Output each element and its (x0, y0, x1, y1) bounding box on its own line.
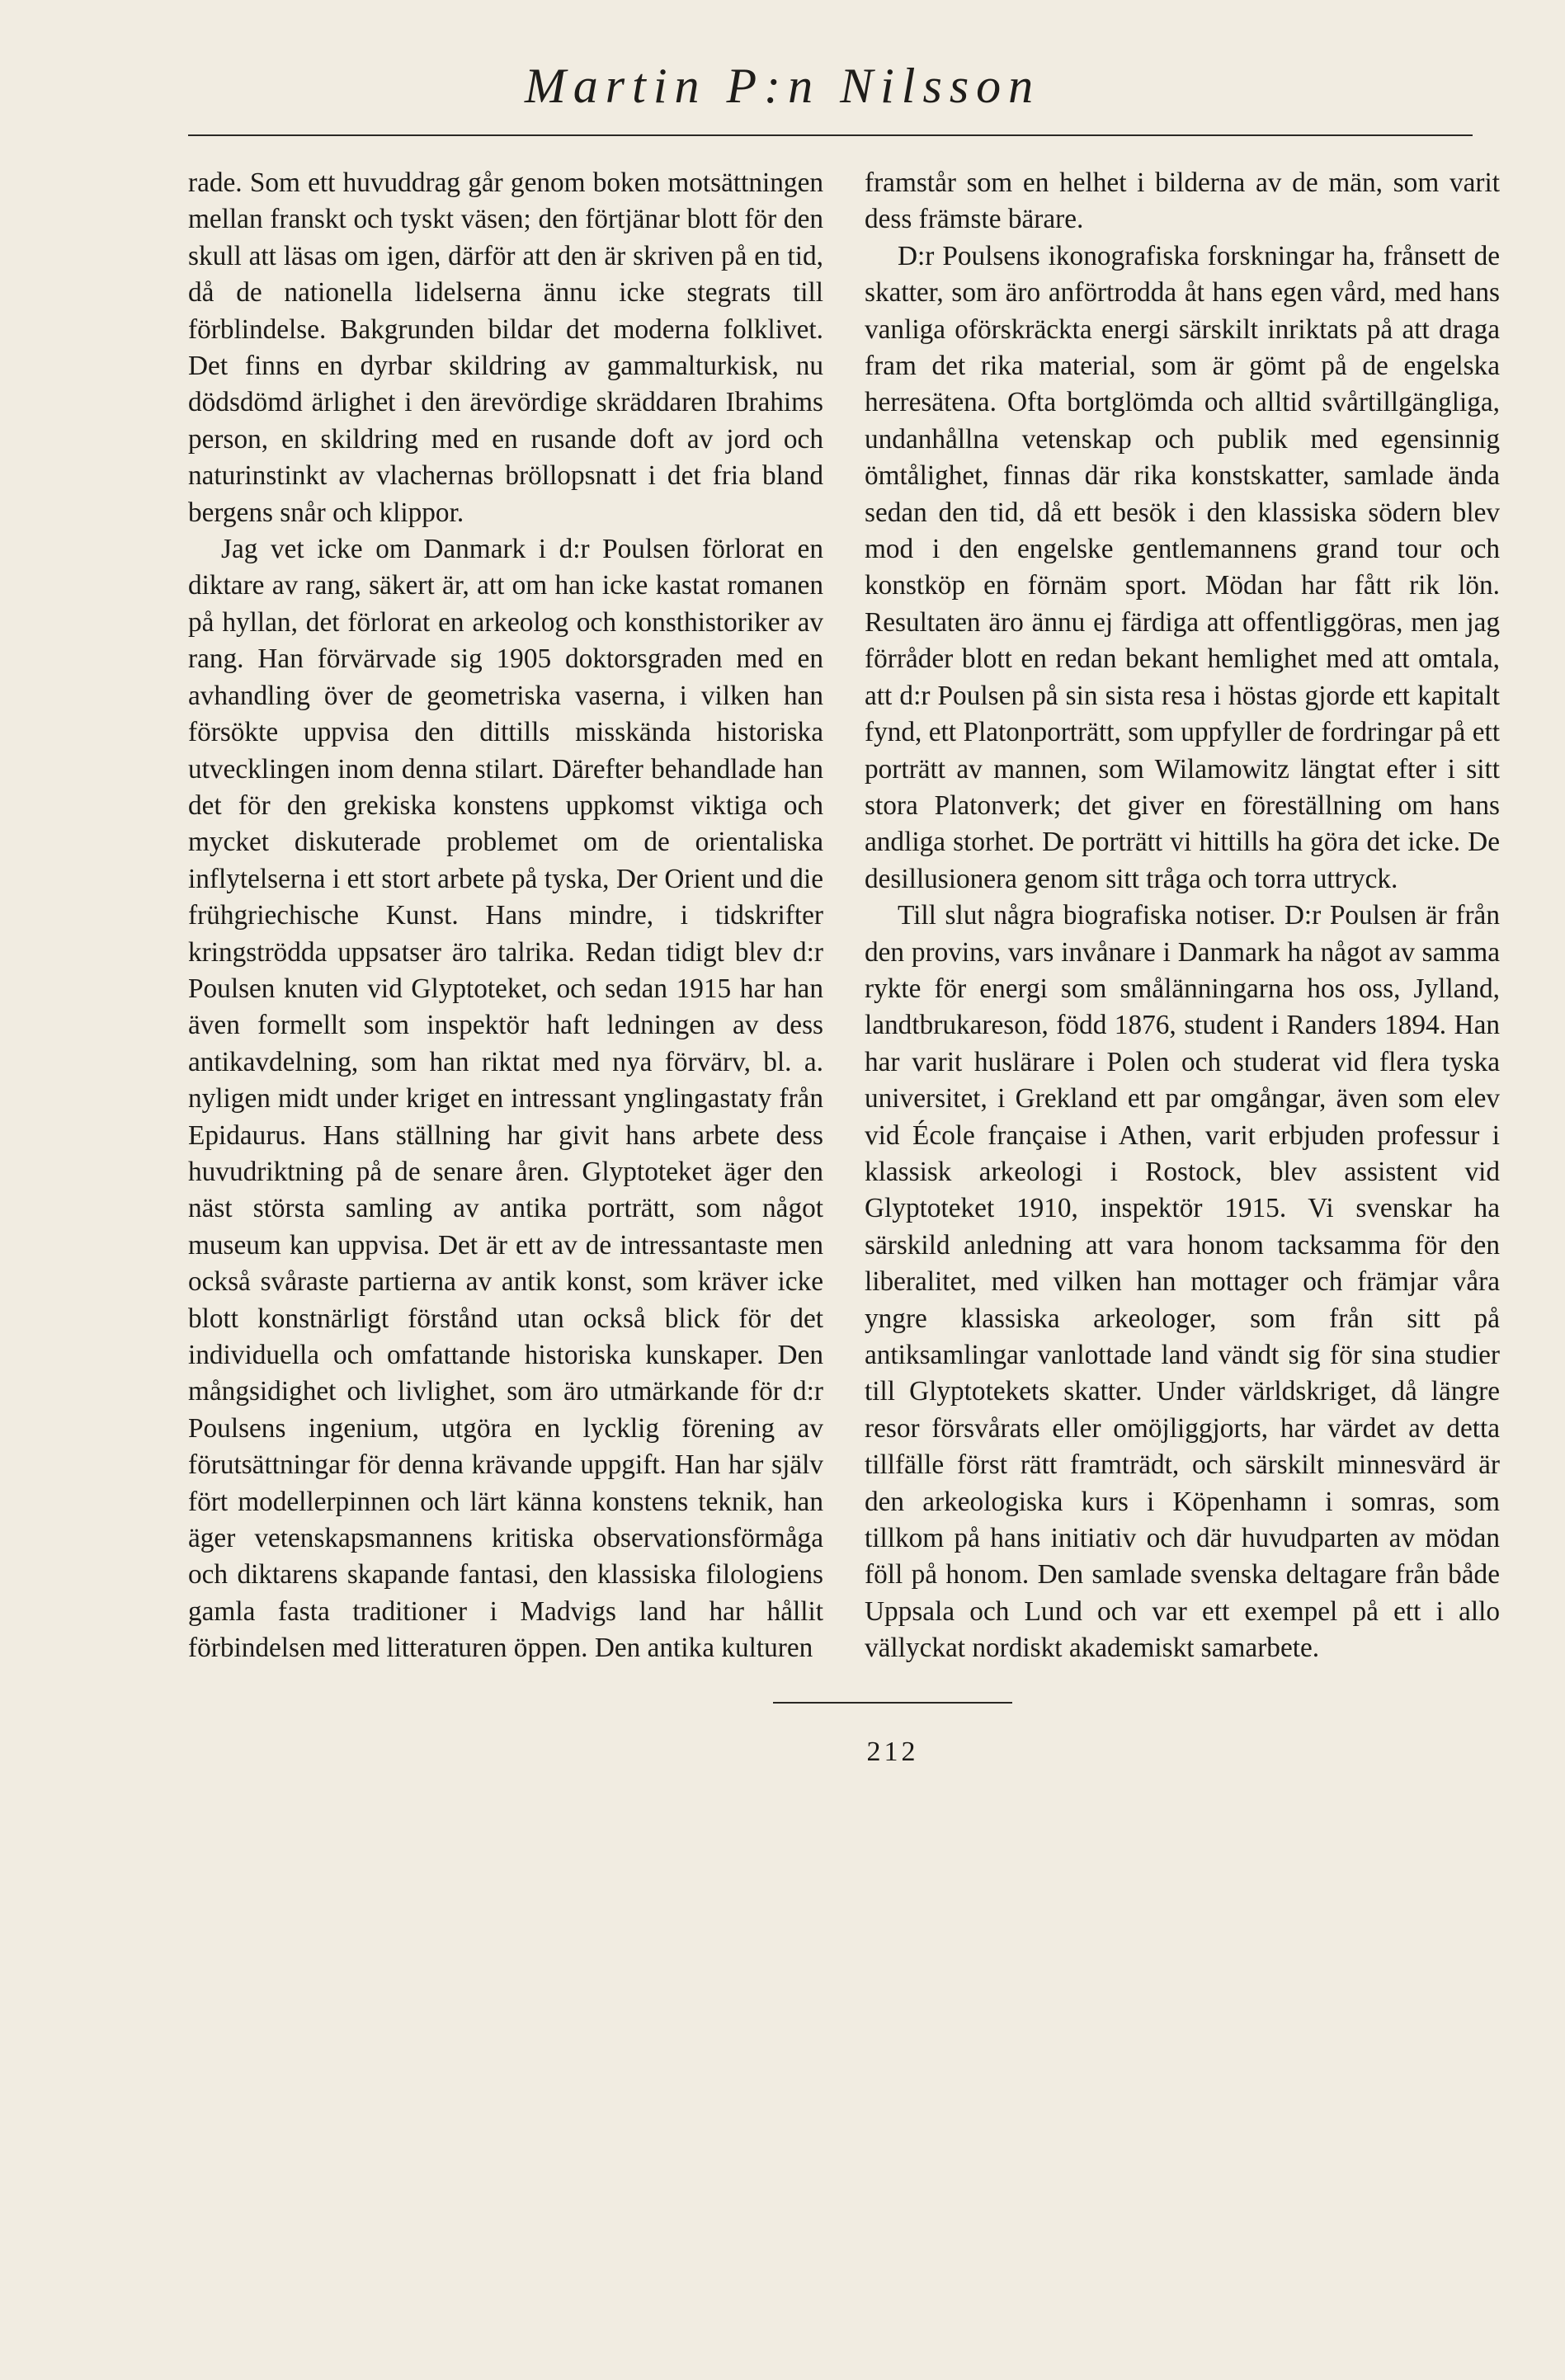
left-column (188, 165, 823, 1667)
page-number: 212 (866, 1737, 919, 1767)
left-paragraph-1: rade. Som ett huvuddrag går genom boken motsättningen mellan franskt och tyskt väsen; den förtjänar blott för den skull att läsas om igen, därför att den är skriven på en tid, då de nationella lidelserna ännu icke stegrats till förblindelse. Bakgrunden bildar det moderna folklivet. Det finns en dyrbar skildring av gammalturkisk, nu dödsdömd ärlighet i den ärevördige skräddaren Ibrahims person, en skildring med en rusande doft av jord och naturinstinkt av vlachernas bröllopsnatt i det fria bland bergens snår och klippor. (188, 167, 823, 528)
header-rule (188, 134, 1473, 136)
right-paragraph-2: D:r Poulsens ikonografiska forskningar ha, frånsett de skatter, som äro anförtrodda åt hans egen vård, med hans vanliga oförskräckta energi särskilt inriktats på att draga fram det rika material, som är gömt på de engelska herresätena. Ofta bortglömda och alltid svårtillgängliga, undanhållna vetenskap och publik med egensinnig ömtålighet, finnas där rika konstskatter, samlade ända sedan den tid, då ett besök i den klassiska södern blev mod i den engelske gentlemannens grand tour och konstköp en förnäm sport. Mödan har fått rik lön. Resultaten äro ännu ej färdiga att offentliggöras, men jag förråder blott en redan bekant hemlighet med att omtala, att d:r Poulsen på sin sista resa i höstas gjorde ett kapitalt fynd, ett Platonporträtt, som uppfyller de fordringar på ett porträtt av mannen, som Wilamowitz längtat efter i sitt stora Platonverk; det giver en föreställning om hans andliga storhet. De porträtt vi hittills ha göra det icke. De desillusionera genom sitt tråga och torra uttryck. (865, 240, 1500, 894)
right-paragraph-3: Till slut några biografiska notiser. D:r Poulsen är från den provins, vars invånare i Danmark ha något av samma rykte för energi som smålänningarna hos oss, Jylland, landtbrukareson, född 1876, student i Randers 1894. Han har varit huslärare i Polen och studerat vid flera tyska universitet, i Grekland ett par omgångar, även som elev vid École française i Athen, varit erbjuden professur i klassisk arkeologi i Rostock, blev assistent vid Glyptoteket 1910, inspektör 1915. Vi svenskar ha särskild anledning att vara honom tacksamma för den liberalitet, med vilken han mottager och främjar våra yngre klassiska arkeologer, som från sitt på antiksamlingar vanlottade land vändt sig för sina studier till Glyptotekets skatter. Under världskriget, då längre resor försvårats eller omöjliggjorts, har värdet av detta tillfälle först rätt framträdt, och särskilt minnesvärd är den arkeologiska kurs i Köpenhamn i somras, som tillkom på hans initiativ och där huvudparten av mödan föll på honom. Den samlade svenska deltagare från både Uppsala och Lund och var ett exempel på ett i allo vällyckat nordiskt akademiskt samarbete. (865, 900, 1500, 1664)
left-paragraph-2: Jag vet icke om Danmark i d:r Poulsen förlorat en diktare av rang, säkert är, att om han icke kastat romanen på hyllan, det förlorat en arkeolog och konsthistoriker av rang. Han förvärvade sig 1905 doktorsgraden med en avhandling över de geometriska vaserna, i vilken han försökte uppvisa den dittills misskända historiska utvecklingen inom denna stilart. Därefter behandlade han det för den grekiska konstens uppkomst viktiga och mycket diskuterade problemet om de orientaliska inflytelserna i ett stort arbete på tyska, Der Orient und die frühgriechische Kunst. Hans mindre, i tidskrifter kringströdda uppsatser äro talrika. Redan tidigt blev d:r Poulsen knuten vid Glyptoteket, och sedan 1915 har han även formellt som inspektör haft ledningen av dess antikavdelning, som han riktat med nya förvärv, bl. a. nyligen midt under kriget en intressant ynglingastaty från Epidaurus. Hans ställning har givit hans arbete dess huvudriktning på de senare åren. Glyptoteket äger den näst största samling av antika porträtt, som något museum kan uppvisa. Det är ett av de intressantaste men också svåraste partierna av antik konst, som kräver icke blott konstnärligt förstånd utan också blick för det individuella och omfattande historiska kunskaper. Den mångsidighet och livlighet, som äro utmärkande för d:r Poulsens ingenium, utgöra en lycklig förening av förutsättningar för denna krävande uppgift. Han har själv fört modellerpinnen och lärt känna konstens teknik, han äger vetenskapsmannens kritiska observationsförmåga och diktarens skapande fantasi, den klassiska filologiens gamla fasta traditioner i Madvigs land har hållit förbindelsen med litteraturen öppen. Den antika kulturen (188, 534, 823, 1664)
running-header-title: Martin P:n Nilsson (524, 59, 1041, 113)
footer-rule (773, 1702, 1012, 1704)
right-paragraph-1: framstår som en helhet i bilderna av de män, som varit dess främste bärare. (865, 167, 1500, 235)
right-column (865, 165, 1500, 1667)
